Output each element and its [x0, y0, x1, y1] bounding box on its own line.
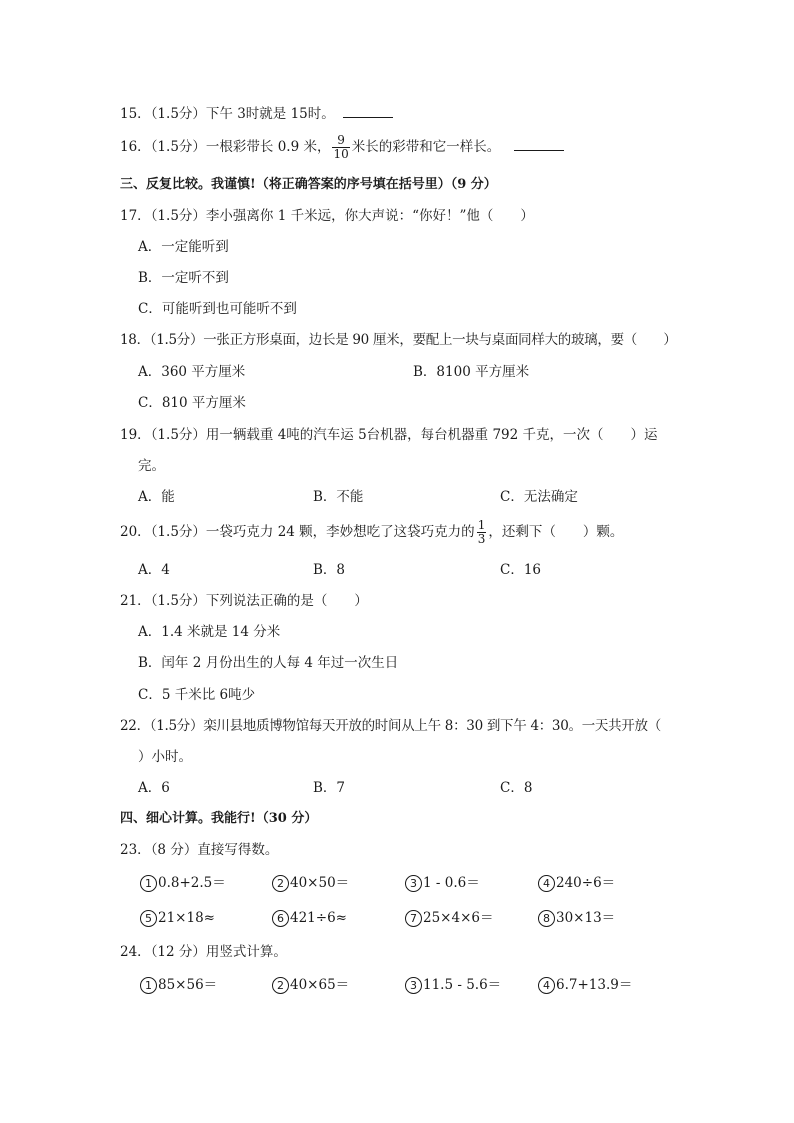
option-c[interactable]: C．8 [500, 780, 533, 796]
circled-number: 4 [538, 977, 555, 994]
expression: 421÷6≈ [290, 910, 347, 926]
circled-number: 3 [405, 875, 422, 892]
calc-item-3 [405, 976, 501, 994]
option-b[interactable]: B．7 [313, 780, 346, 796]
expression: 11.5 - 5.6＝ [423, 977, 502, 993]
circled-number: 8 [538, 910, 555, 927]
option-a[interactable]: A．4 [138, 562, 170, 578]
question-text: 直接写得数。 [197, 842, 279, 858]
expression: 25×4×6＝ [423, 910, 494, 926]
fraction-numerator: 9 [332, 134, 349, 148]
question-text: 一张正方形桌面，边长是 90 厘米，要配上一块与桌面同样大的玻璃，要（ ） [203, 332, 677, 348]
calc-item-4 [538, 976, 632, 994]
calc-item-2 [272, 874, 349, 892]
calc-item-4 [538, 874, 615, 892]
question-text: 李小强离你 1 千米远，你大声说：“你好！”他（ ） [205, 208, 534, 224]
option-c[interactable]: C．无法确定 [500, 489, 578, 505]
question-score: （1.5分） [150, 208, 206, 224]
fraction [332, 134, 349, 161]
answer-blank[interactable] [514, 137, 564, 151]
question-score: （12 分） [150, 944, 206, 960]
expression: 1 - 0.6＝ [423, 875, 480, 891]
question-text: 下列说法正确的是（ ） [205, 593, 368, 609]
question-number: 22． [120, 718, 150, 734]
question-23 [120, 841, 278, 859]
calc-item-6 [272, 909, 347, 927]
question-21 [120, 592, 368, 610]
question-18 [120, 331, 677, 349]
circled-number: 6 [272, 910, 289, 927]
question-number: 15． [120, 106, 151, 122]
fraction-denominator: 3 [477, 532, 486, 546]
question-text: 用一辆载重 4吨的汽车运 5台机器，每台机器重 792 千克，一次（ ）运 [205, 427, 658, 443]
circled-number: 4 [538, 875, 555, 892]
option-b[interactable]: B．不能 [313, 489, 364, 505]
calc-item-5 [140, 909, 215, 927]
question-19 [120, 426, 658, 444]
circled-number: 1 [140, 977, 157, 994]
option-a[interactable]: A．一定能听到 [138, 239, 229, 255]
option-c[interactable]: C．16 [500, 562, 542, 578]
expression: 6.7+13.9＝ [556, 977, 633, 993]
question-number: 18． [120, 332, 150, 348]
question-text-continued: 米长的彩带和它一样长。 [351, 139, 501, 155]
question-score: （1.5分） [149, 718, 204, 734]
question-text: 用竖式计算。 [205, 944, 287, 960]
question-number: 24． [120, 944, 151, 960]
question-score: （8 分） [150, 842, 198, 858]
circled-number: 2 [272, 875, 289, 892]
option-a[interactable]: A．1.4 米就是 14 分米 [138, 624, 281, 640]
calc-item-2 [272, 976, 349, 994]
circled-number: 2 [272, 977, 289, 994]
calc-item-1 [140, 976, 217, 994]
expression: 0.8+2.5＝ [158, 875, 226, 891]
circled-number: 3 [405, 977, 422, 994]
option-b[interactable]: B．闰年 2 月份出生的人每 4 年过一次生日 [138, 655, 399, 671]
expression: 21×18≈ [158, 910, 215, 926]
circled-number: 5 [140, 910, 157, 927]
question-text-continued: 完。 [138, 458, 165, 474]
question-score: （1.5分） [150, 106, 206, 122]
calc-item-1 [140, 874, 226, 892]
question-16 [120, 134, 564, 161]
fraction [477, 519, 487, 546]
question-number: 23． [120, 842, 151, 858]
expression: 30×13＝ [556, 910, 616, 926]
option-c[interactable]: C．5 千米比 6吨少 [138, 687, 256, 703]
question-20 [120, 519, 623, 546]
option-b[interactable]: B．一定听不到 [138, 270, 229, 286]
expression: 85×56＝ [158, 977, 218, 993]
calc-item-3 [405, 874, 480, 892]
option-a[interactable]: A．6 [138, 780, 170, 796]
question-number: 17． [120, 208, 151, 224]
question-score: （1.5分） [150, 139, 206, 155]
question-24 [120, 943, 287, 961]
expression: 240÷6＝ [556, 875, 616, 891]
fraction-denominator: 10 [333, 147, 349, 161]
question-text: 一袋巧克力 24 颗，李妙想吃了这袋巧克力的 [205, 524, 475, 540]
expression: 40×50＝ [290, 875, 350, 891]
question-text-continued: ，还剩下（ ）颗。 [488, 524, 624, 540]
question-text-continued: ）小时。 [138, 749, 192, 765]
question-number: 21． [120, 593, 151, 609]
calc-item-7 [405, 909, 493, 927]
option-b[interactable]: B．8100 平方厘米 [413, 364, 530, 380]
option-a[interactable]: A．能 [138, 489, 175, 505]
circled-number: 7 [405, 910, 422, 927]
circled-number: 1 [140, 875, 157, 892]
question-text: 下午 3时就是 15时。 [205, 106, 335, 122]
calc-item-8 [538, 909, 615, 927]
question-score: （1.5分） [149, 332, 204, 348]
question-number: 20． [120, 524, 151, 540]
section-4-heading: 四、细心计算。我能行!（30 分） [120, 811, 318, 826]
answer-blank[interactable] [343, 104, 393, 118]
question-score: （1.5分） [150, 524, 206, 540]
fraction-numerator: 1 [477, 518, 486, 532]
question-22 [120, 717, 661, 735]
option-c[interactable]: C．810 平方厘米 [138, 395, 246, 411]
question-number: 19． [120, 427, 151, 443]
question-15 [120, 104, 393, 123]
section-3-heading: 三、反复比较。我谨慎!（将正确答案的序号填在括号里）（9 分） [120, 177, 497, 192]
option-b[interactable]: B．8 [313, 562, 346, 578]
question-text: 栾川县地质博物馆每天开放的时间从上午 8：30 到下午 4：30。一天共开放（ [203, 718, 661, 734]
expression: 40×65＝ [290, 977, 350, 993]
question-number: 16． [120, 139, 151, 155]
question-text: 一根彩带长 0.9 米， [205, 139, 331, 155]
option-a[interactable]: A．360 平方厘米 [138, 364, 246, 380]
question-17 [120, 207, 534, 225]
question-score: （1.5分） [150, 593, 206, 609]
option-c[interactable]: C．可能听到也可能听不到 [138, 301, 297, 317]
question-score: （1.5分） [150, 427, 206, 443]
